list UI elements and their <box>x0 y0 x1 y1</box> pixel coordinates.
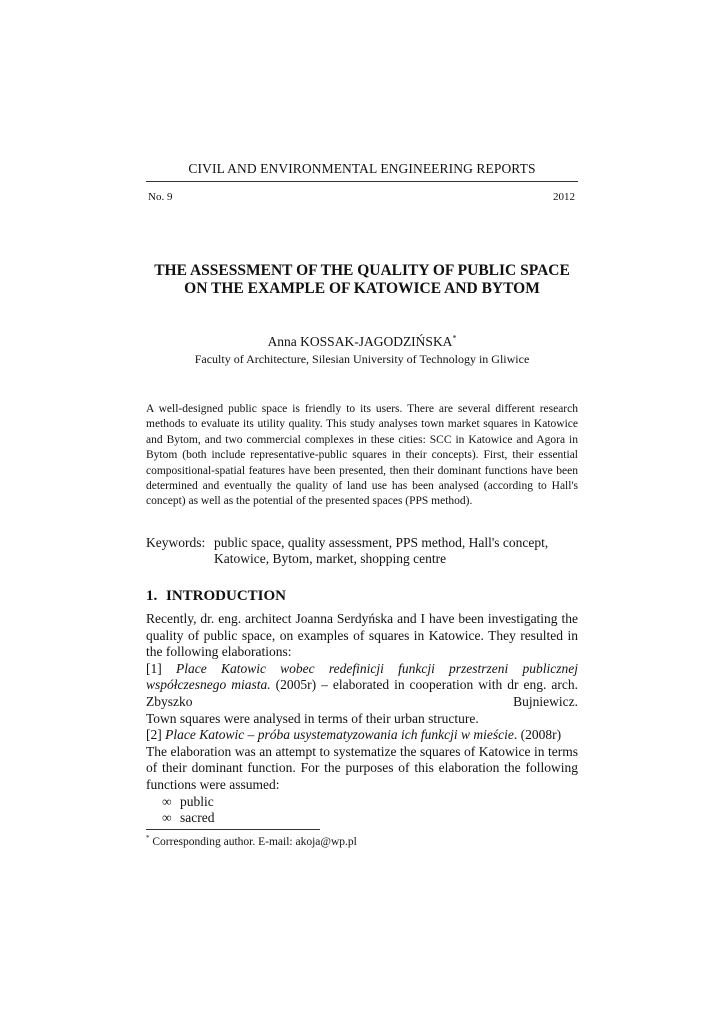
footnote-text: Corresponding author. E-mail: akoja@wp.pl <box>152 836 357 848</box>
list-item-label: sacred <box>180 810 215 826</box>
paragraph-2: The elaboration was an attempt to systematize the squares of Katowice in terms of their dominant function. For the purposes of this elaboration the following functions were assumed: <box>146 743 578 792</box>
reference-1-rest: (2005r) – elaborated in cooperation with dr eng. arch. Zbyszko Bujniewicz. <box>146 677 578 709</box>
footnote <box>146 836 357 848</box>
publication-year: 2012 <box>553 191 575 203</box>
list-item-label: public <box>180 793 214 809</box>
header-rule <box>146 181 578 182</box>
issue-number: No. 9 <box>148 191 173 203</box>
abstract: A well-designed public space is friendly to its users. There are several different research methods to evaluate its utility quality. This study analyses town market squares in Katowice and Bytom, and two commercial complexes in these cities: SCC in Katowice and Agora in Bytom (both include representative-public squares in their concepts). First, their essential compositional-spatial features have been presented, then their dominant functions have been determined and eventually the quality of land use has been analysed (according to Hall's concept) as well as the potential of the presented spaces (PPS method). <box>146 403 578 508</box>
infinity-bullet-icon: ∞ <box>162 810 172 826</box>
keywords-label: Keywords: <box>146 535 206 550</box>
list-item <box>146 794 578 811</box>
list-item <box>146 810 578 827</box>
footnote-marker: * <box>146 834 150 843</box>
paper-title <box>120 262 604 298</box>
section-title: INTRODUCTION <box>166 588 287 604</box>
body-text <box>146 611 578 827</box>
title-line-1: THE ASSESSMENT OF THE QUALITY OF PUBLIC SPACE <box>154 262 570 279</box>
function-list <box>146 794 578 827</box>
reference-1-title: Place Katowic wobec redefinicji funkcji przestrzeni publicznej współczesnego miasta. <box>146 660 579 693</box>
author-name: Anna KOSSAK-JAGODZIŃSKA <box>267 334 453 349</box>
footnote-rule <box>146 829 320 830</box>
reference-1-number: [1] <box>146 660 162 676</box>
journal-name: CIVIL AND ENVIRONMENTAL ENGINEERING REPORTS <box>188 161 536 176</box>
author <box>146 334 578 350</box>
intro-paragraph: Recently, dr. eng. architect Joanna Serdyńska and I have been investigating the quality of public space, on examples of squares in Katowice. They resulted in the following elaborations: <box>146 611 578 660</box>
section-number: 1. <box>146 588 158 604</box>
section-heading <box>146 588 286 605</box>
author-affiliation: Faculty of Architecture, Silesian University of Technology in Gliwice <box>194 352 530 366</box>
reference-1 <box>146 661 578 711</box>
reference-2-rest: . (2008r) <box>513 727 562 743</box>
reference-2-number: [2] <box>146 727 162 743</box>
keywords-line-1: public space, quality assessment, PPS method, Hall's concept, <box>214 535 549 550</box>
reference-2-title: Place Katowic – próba usystematyzowania ich funkcji w mieście <box>165 727 514 743</box>
reference-2 <box>146 727 578 744</box>
reference-1-note: Town squares were analysed in terms of their urban structure. <box>146 710 479 726</box>
title-line-2: ON THE EXAMPLE OF KATOWICE AND BYTOM <box>184 280 540 297</box>
keywords-line-2: Katowice, Bytom, market, shopping centre <box>214 551 447 566</box>
author-footnote-marker: * <box>452 333 457 343</box>
infinity-bullet-icon: ∞ <box>162 793 172 809</box>
